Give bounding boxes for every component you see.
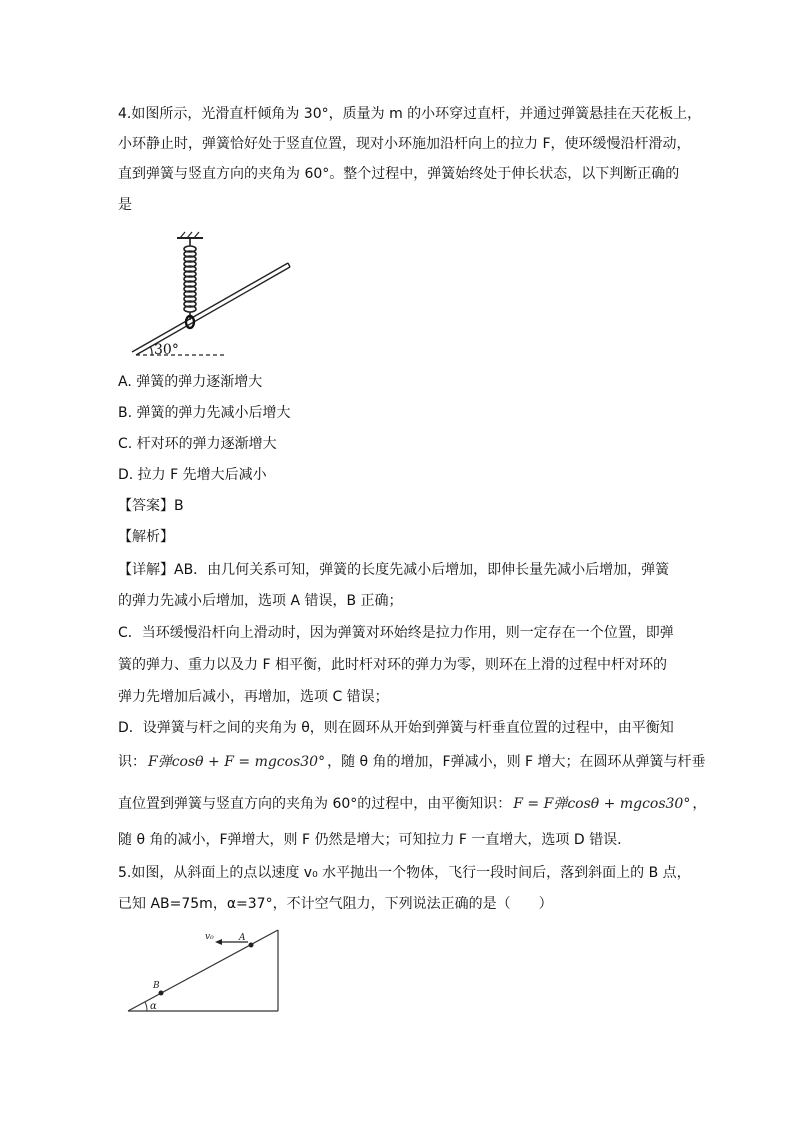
velocity-arrowhead	[215, 939, 222, 945]
formula-1: F弹cosθ + F = mgcos30°	[148, 754, 326, 770]
q5-stem-line-2: 已知 AB=75m，α=37°，不计空气阻力，下列说法正确的是（ ）	[118, 896, 553, 912]
q4-stem-line-3: 直到弹簧与竖直方向的夹角为 60°。整个过程中，弹簧始终处于伸长状态，以下判断正确的	[118, 166, 680, 182]
incline-triangle	[128, 930, 278, 1011]
q4-analysis-title: 【解析】	[118, 529, 174, 545]
alpha-arc	[145, 1002, 147, 1011]
q4-detail-last-line: 随 θ 角的减小，F弹增大，则 F 仍然是增大；可知拉力 F 一直增大，选项 D 错误.	[118, 832, 622, 848]
label-b: B	[153, 981, 160, 991]
q4-option-d: D. 拉力 F 先增大后减小	[118, 467, 267, 483]
formula-2: F = F弹cosθ + mgcos30°	[513, 796, 691, 812]
q4-detail-line-5: 弹力先增加后减小，再增加，选项 C 错误；	[118, 689, 389, 705]
label-v0: v₀	[205, 932, 214, 942]
formula1-prefix: 识：	[118, 754, 146, 770]
q4-detail-line-2: 的弹力先减小后增加，选项 A 错误，B 正确；	[118, 593, 403, 609]
q4-stem-line-2: 小环静止时，弹簧恰好处于竖直位置，现对小环施加沿杆向上的拉力 F，使环缓慢沿杆滑动，	[118, 136, 691, 152]
q5-figure	[125, 928, 285, 1018]
q4-stem-line-4: 是	[118, 197, 132, 213]
q4-detail-line-6: D．设弹簧与杆之间的夹角为 θ，则在圆环从开始到弹簧与杆垂直位置的过程中，由平衡知	[118, 720, 674, 736]
q5-stem-line-1: 5.如图，从斜面上的点以速度 v₀ 水平抛出一个物体，飞行一段时间后，落到斜面上的 B 点，	[118, 865, 691, 881]
label-alpha: α	[150, 1001, 157, 1012]
q4-formula-line-2	[118, 794, 707, 814]
q4-option-a: A. 弹簧的弹力逐渐增大	[118, 374, 263, 390]
angle-arc	[150, 346, 152, 355]
q4-detail-line-3: C．当环缓慢沿杆向上滑动时，因为弹簧对环始终是拉力作用，则一定存在一个位置，即弹	[118, 625, 674, 641]
spring	[184, 238, 196, 320]
q4-option-b: B. 弹簧的弹力先减小后增大	[118, 405, 291, 421]
angle-label: 30°	[154, 342, 179, 358]
q4-figure	[130, 232, 300, 362]
label-a: A	[239, 933, 246, 943]
q4-detail-line-1: 【详解】AB．由几何关系可知，弹簧的长度先减小后增加，即伸长量先减小后增加，弹簧	[118, 562, 670, 578]
formula2-suffix: ，	[692, 796, 707, 812]
point-b	[159, 991, 164, 996]
point-a	[249, 943, 254, 948]
q4-formula-line-1	[118, 752, 706, 772]
q4-answer: 【答案】B	[118, 498, 184, 514]
formula2-prefix: 直位置到弹簧与竖直方向的夹角为 60°的过程中，由平衡知识：	[118, 796, 512, 812]
q4-stem-line-1: 4.如图所示，光滑直杆倾角为 30°，质量为 m 的小环穿过直杆，并通过弹簧悬挂在天花板上，	[118, 106, 702, 122]
formula1-suffix: ，随 θ 角的增加，F弹减小，则 F 增大；在圆环从弹簧与杆垂	[327, 754, 706, 770]
q4-detail-line-4: 簧的弹力、重力以及力 F 相平衡，此时杆对环的弹力为零，则环在上滑的过程中杆对环的	[118, 657, 667, 673]
q4-option-c: C. 杆对环的弹力逐渐增大	[118, 436, 277, 452]
